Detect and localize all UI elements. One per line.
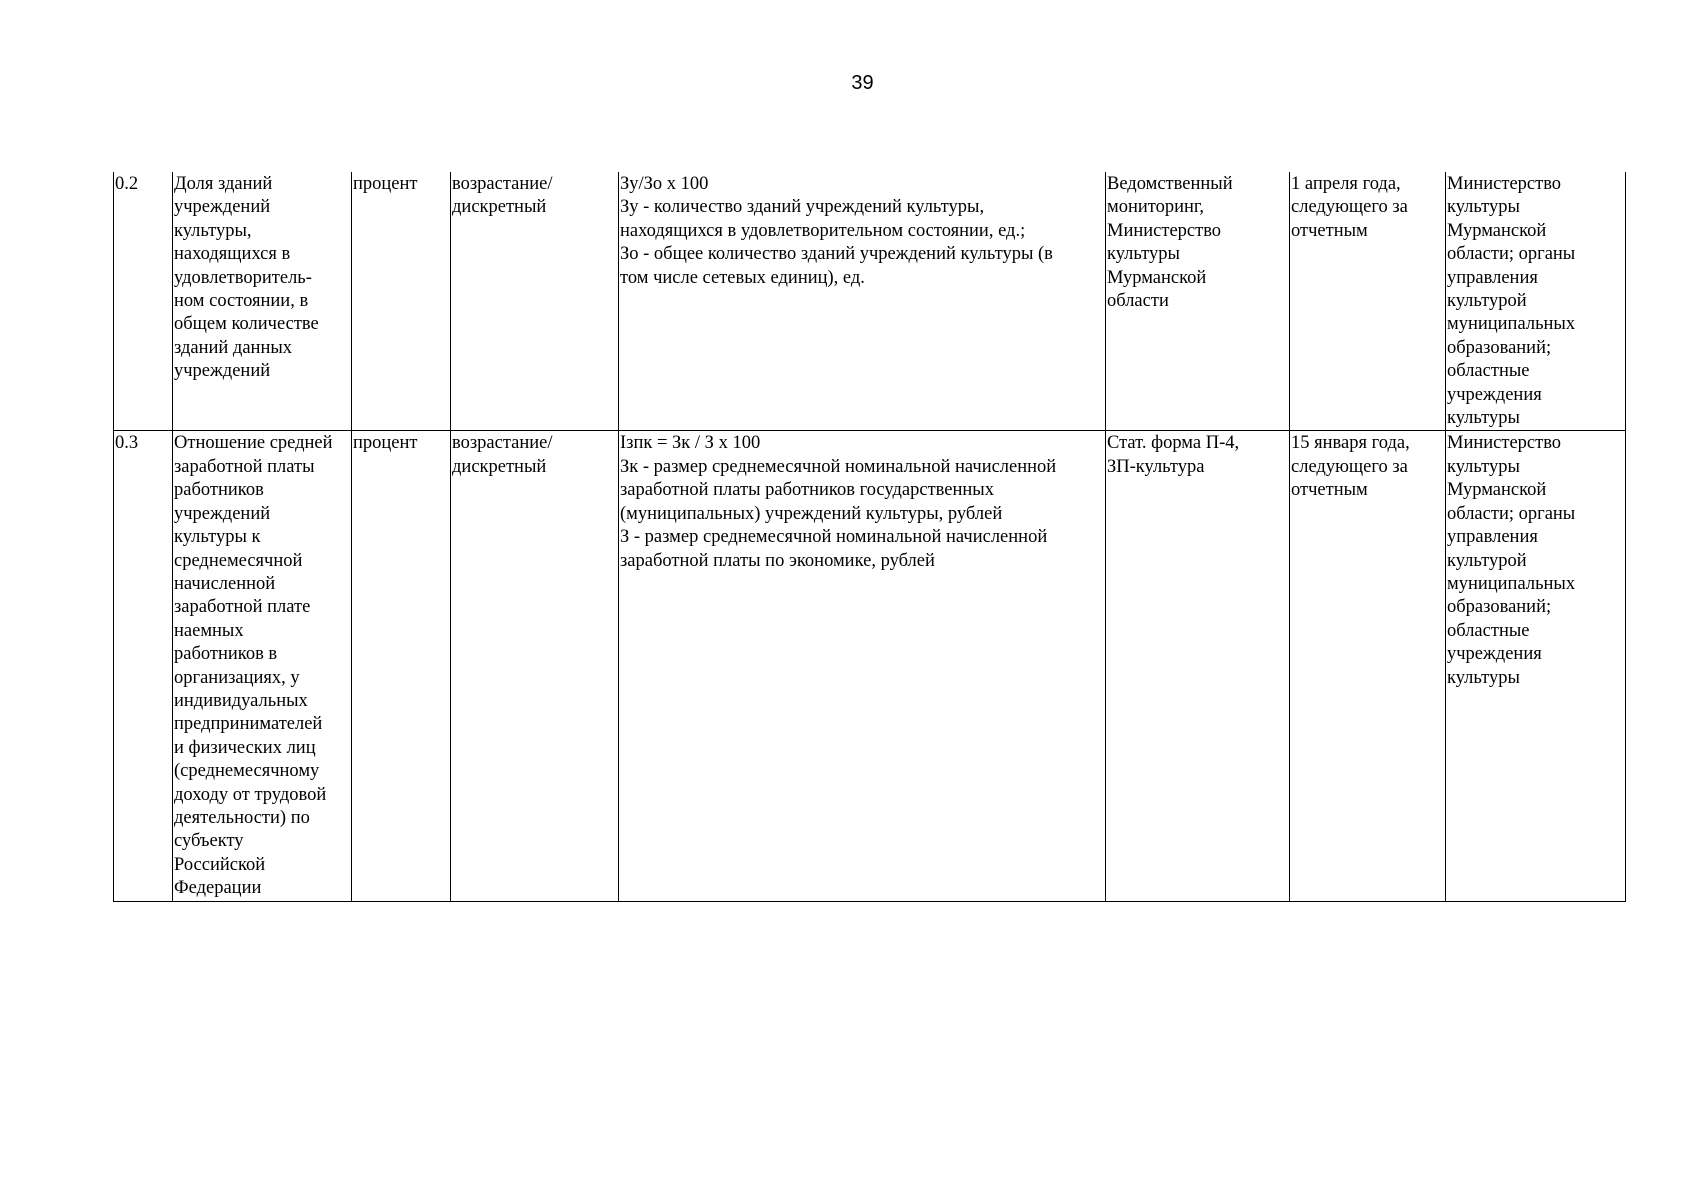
cell-responsible	[1446, 431, 1626, 901]
cell-number: 0.2	[114, 172, 173, 431]
table-body	[114, 172, 1626, 901]
cell-text-line: Зу - количество зданий учреждений культуры,	[620, 197, 985, 218]
cell-deadline	[1290, 172, 1446, 431]
cell-text-line: следующего за	[1291, 456, 1408, 477]
cell-text-line: Мурманской	[1447, 480, 1547, 501]
cell-text-line: культуры	[1447, 667, 1520, 688]
cell-text-line: культуры	[1107, 244, 1180, 265]
cell-text-line: удовлетворитель-	[174, 267, 312, 288]
page-number: 39	[851, 72, 874, 94]
cell-text-line: учреждений	[174, 503, 271, 524]
cell-text-line: предпринимателей	[174, 714, 323, 735]
cell-text-line: 15 января года,	[1291, 433, 1410, 454]
cell-text-line: Министерство	[1447, 174, 1562, 194]
cell-text-line: Федерации	[174, 878, 262, 899]
cell-unit: процент	[352, 172, 451, 431]
cell-text-line: культуры	[1447, 197, 1520, 218]
cell-text-line: Стат. форма П-4,	[1107, 433, 1240, 454]
cell-text-line: дискретный	[452, 197, 547, 218]
cell-text-line: учреждения	[1447, 384, 1542, 405]
cell-text-line: работников в	[174, 644, 278, 665]
cell-text-line: учреждений	[174, 361, 271, 382]
cell-text-line: (муниципальных) учреждений культуры, рублей	[620, 503, 1003, 524]
cell-text-line: деятельности) по	[174, 807, 310, 828]
cell-text-line: находящихся в удовлетворительном состоянии, ед.;	[620, 220, 1026, 241]
cell-data-source	[1106, 172, 1290, 431]
table-row	[114, 431, 1626, 901]
cell-text-line: работников	[174, 480, 264, 501]
cell-text-line: Ведомственный	[1107, 174, 1233, 194]
cell-text-line: индивидуальных	[174, 690, 308, 711]
cell-text-line: начисленной	[174, 573, 276, 594]
cell-text-line: 1 апреля года,	[1291, 174, 1401, 194]
cell-text-line: Отношение средней	[174, 433, 333, 454]
cell-text-line: и физических лиц	[174, 737, 316, 758]
cell-text-line: наемных	[174, 620, 244, 641]
cell-formula	[619, 172, 1106, 431]
cell-formula	[619, 431, 1106, 901]
cell-text-line: Министерство	[1107, 220, 1222, 241]
cell-text-line: организациях, у	[174, 667, 300, 688]
cell-text-line: дискретный	[452, 456, 547, 477]
cell-text-line: области	[1107, 291, 1169, 312]
cell-text-line: том числе сетевых единиц), ед.	[620, 267, 865, 288]
cell-text-line: отчетным	[1291, 480, 1368, 501]
cell-text-line: культуры	[1447, 408, 1520, 429]
cell-text-line: учреждения	[1447, 644, 1542, 665]
cell-text-line: Ізпк = Зк / З х 100	[620, 433, 761, 454]
cell-text-line: образований;	[1447, 597, 1552, 618]
cell-text-line: возрастание/	[452, 433, 553, 454]
cell-text-line: Доля зданий	[174, 174, 273, 194]
cell-text-line: заработной платы	[174, 456, 315, 477]
cell-text-line: Зо - общее количество зданий учреждений культуры (в	[620, 244, 1053, 265]
cell-text-line: ЗП-культура	[1107, 456, 1205, 477]
cell-text-line: зданий данных	[174, 337, 293, 358]
cell-text-line: заработной платы по экономике, рублей	[620, 550, 935, 571]
cell-text-line: областные	[1447, 361, 1530, 382]
cell-text-line: образований;	[1447, 337, 1552, 358]
cell-text-line: субъекту	[174, 831, 244, 852]
cell-responsible	[1446, 172, 1626, 431]
cell-text-line: находящихся в	[174, 244, 291, 265]
indicators-table	[113, 172, 1626, 902]
cell-data-source	[1106, 431, 1290, 901]
cell-text-line: управления	[1447, 527, 1538, 548]
cell-text-line: среднемесячной	[174, 550, 303, 571]
cell-indicator-name	[173, 172, 352, 431]
cell-text-line: области; органы	[1447, 244, 1576, 265]
cell-text-line: культурой	[1447, 291, 1527, 312]
cell-text-line: Мурманской	[1447, 220, 1547, 241]
cell-text-line: управления	[1447, 267, 1538, 288]
cell-text-line: (среднемесячному	[174, 761, 320, 782]
cell-text-line: заработной платы работников государственных	[620, 480, 994, 501]
cell-text-line: Мурманской	[1107, 267, 1207, 288]
cell-text-line: культурой	[1447, 550, 1527, 571]
cell-text-line: отчетным	[1291, 220, 1368, 241]
cell-text-line: З - размер среднемесячной номинальной начисленной	[620, 527, 1048, 548]
cell-text-line: Российской	[174, 854, 266, 875]
cell-text-line: Министерство	[1447, 433, 1562, 454]
cell-text-line: муниципальных	[1447, 314, 1576, 335]
cell-unit: процент	[352, 431, 451, 901]
cell-text-line: муниципальных	[1447, 573, 1576, 594]
cell-text-line: доходу от трудовой	[174, 784, 327, 805]
cell-dynamics	[451, 172, 619, 431]
cell-text-line: культуры к	[174, 527, 261, 548]
cell-dynamics	[451, 431, 619, 901]
cell-text-line: ном состоянии, в	[174, 291, 309, 312]
cell-text-line: областные	[1447, 620, 1530, 641]
cell-text-line: возрастание/	[452, 174, 553, 194]
cell-number: 0.3	[114, 431, 173, 901]
cell-text-line: заработной плате	[174, 597, 311, 618]
cell-text-line: следующего за	[1291, 197, 1408, 218]
cell-text-line: Зу/Зо х 100	[620, 174, 709, 194]
cell-text-line: общем количестве	[174, 314, 319, 335]
cell-text-line: учреждений	[174, 197, 271, 218]
cell-indicator-name	[173, 431, 352, 901]
table-row	[114, 172, 1626, 431]
cell-text-line: культуры	[1447, 456, 1520, 477]
cell-text-line: культуры,	[174, 220, 252, 241]
cell-text-line: мониторинг,	[1107, 197, 1205, 218]
cell-text-line: области; органы	[1447, 503, 1576, 524]
cell-text-line: Зк - размер среднемесячной номинальной начисленной	[620, 456, 1057, 477]
cell-deadline	[1290, 431, 1446, 901]
